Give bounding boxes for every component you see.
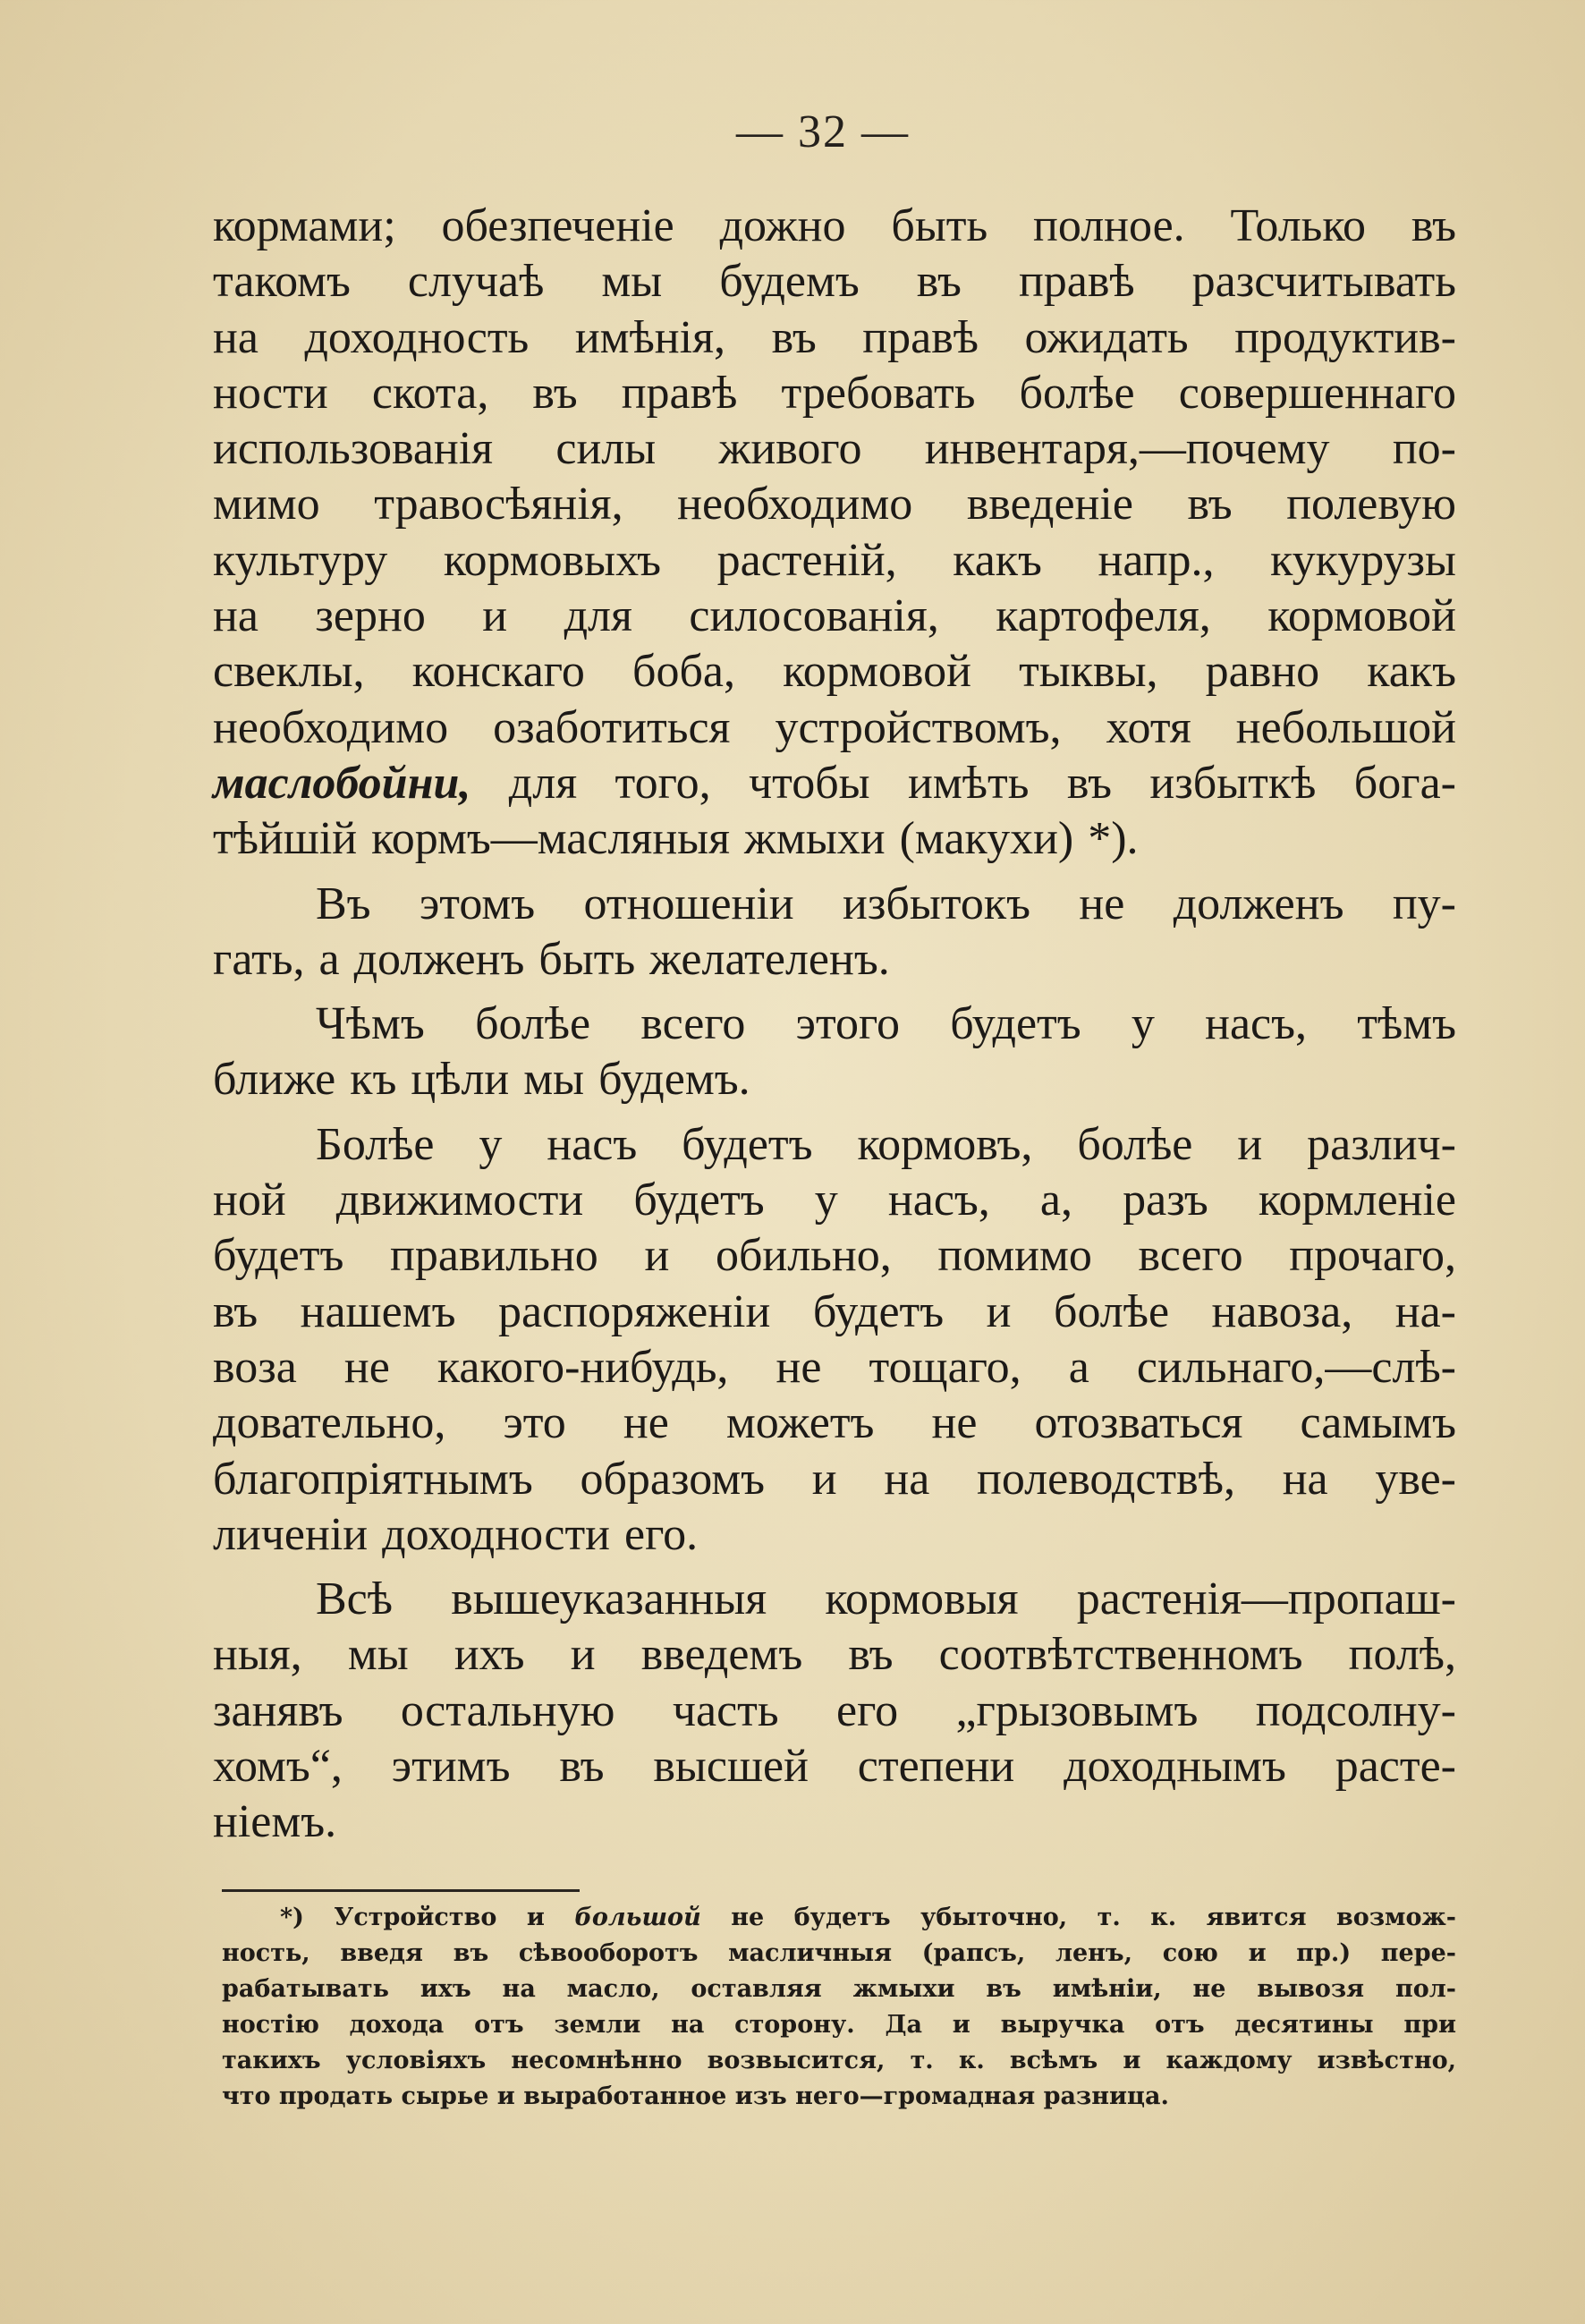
text-line: ніемъ. xyxy=(213,1796,337,1848)
text-line: въ нашемъ распоряженіи будетъ и болѣе навоза, на- xyxy=(213,1285,1456,1337)
footnote-marker: *) xyxy=(280,1904,304,1931)
text-line: мимо травосѣянія, необходимо введеніе въ полевую xyxy=(213,479,1456,530)
text-line: тѣйшій кормъ—масляныя жмыхи (макухи) *). xyxy=(213,813,1139,865)
text-line: Всѣ вышеуказанныя кормовыя растенія—пропаш- xyxy=(316,1573,1456,1625)
footnote-line: такихъ условіяхъ несомнѣнно возвысится, т. к. всѣмъ и каждому извѣстно, xyxy=(222,2047,1456,2074)
text-line: ныя, мы ихъ и введемъ въ соотвѣтственномъ полѣ, xyxy=(213,1629,1456,1681)
text-line-emphasis xyxy=(213,756,1456,811)
paragraph-4 xyxy=(213,1117,1456,1563)
text-span: для того, чтобы имѣть въ избыткѣ бога- xyxy=(470,757,1456,809)
text-line: на зерно и для силосованія, картофеля, кормовой xyxy=(213,590,1456,642)
text-line: Болѣе у насъ будетъ кормовъ, болѣе и различ- xyxy=(316,1118,1456,1170)
text-line: благопріятнымъ образомъ и на полеводствѣ, на уве- xyxy=(213,1453,1456,1505)
text-line: ной движимости будетъ у насъ, а, разъ кормленіе xyxy=(213,1175,1456,1226)
text-line: культуру кормовыхъ растеній, какъ напр., кукурузы xyxy=(213,534,1456,586)
text-line: личеніи доходности его. xyxy=(213,1508,699,1560)
footnote xyxy=(222,1900,1456,2115)
paragraph-3 xyxy=(213,997,1456,1108)
text-line: будетъ правильно и обильно, помимо всего прочаго, xyxy=(213,1230,1456,1282)
footnote-line: ностію дохода отъ земли на сторону. Да и выручка отъ десятины при xyxy=(222,2011,1456,2039)
text-line: занявъ остальную часть его „грызовымъ подсолну- xyxy=(213,1684,1456,1736)
text-line: довательно, это не можетъ не отозваться самымъ xyxy=(213,1397,1456,1449)
text-line: использованія силы живого инвентаря,—почему по- xyxy=(213,423,1456,475)
text-line: ближе къ цѣли мы будемъ. xyxy=(213,1054,750,1106)
text-line: гать, а долженъ быть желателенъ. xyxy=(213,933,890,985)
text-span: не будетъ убыточно, т. к. явится возмож- xyxy=(700,1904,1456,1931)
text-line: такомъ случаѣ мы будемъ въ правѣ разсчитывать xyxy=(213,256,1456,308)
paragraph-1 xyxy=(213,199,1456,868)
footnote-line: ность, введя въ сѣвооборотъ масличныя (рапсъ, ленъ, сою и пр.) пере- xyxy=(222,1939,1456,1967)
text-span: Устройство и xyxy=(303,1904,575,1931)
footnote-line xyxy=(222,1900,1456,1936)
page-number: — 32 — xyxy=(736,106,910,157)
paragraph-5 xyxy=(213,1572,1456,1850)
footnote-line: рабатывать ихъ на масло, оставляя жмыхи въ имѣніи, не вывозя пол- xyxy=(222,1975,1456,2003)
emphasized-word: маслобойни, xyxy=(213,757,471,809)
emphasized-word: большой xyxy=(574,1904,701,1931)
text-line: на доходность имѣнія, въ правѣ ожидать продуктив- xyxy=(213,311,1456,363)
footnote-divider xyxy=(222,1889,580,1892)
text-line: хомъ“, этимъ въ высшей степени доходнымъ расте- xyxy=(213,1741,1456,1793)
text-line: ности скота, въ правѣ требовать болѣе совершеннаго xyxy=(213,367,1456,419)
text-line: кормами; обезпеченіе дожно быть полное. Только въ xyxy=(213,200,1456,251)
text-line: Въ этомъ отношеніи избытокъ не долженъ пу- xyxy=(316,878,1456,929)
footnote-line: что продать сырье и выработанное изъ него—громадная разница. xyxy=(222,2082,1169,2110)
text-line: Чѣмъ болѣе всего этого будетъ у насъ, тѣмъ xyxy=(316,998,1456,1050)
paragraph-2 xyxy=(213,877,1456,988)
text-line: свеклы, конскаго боба, кормовой тыквы, равно какъ xyxy=(213,646,1456,698)
text-line: воза не какого-нибудь, не тощаго, а сильнаго,—слѣ- xyxy=(213,1341,1456,1393)
main-text xyxy=(213,199,1456,1851)
text-line: необходимо озаботиться устройствомъ, хотя небольшой xyxy=(213,701,1456,753)
